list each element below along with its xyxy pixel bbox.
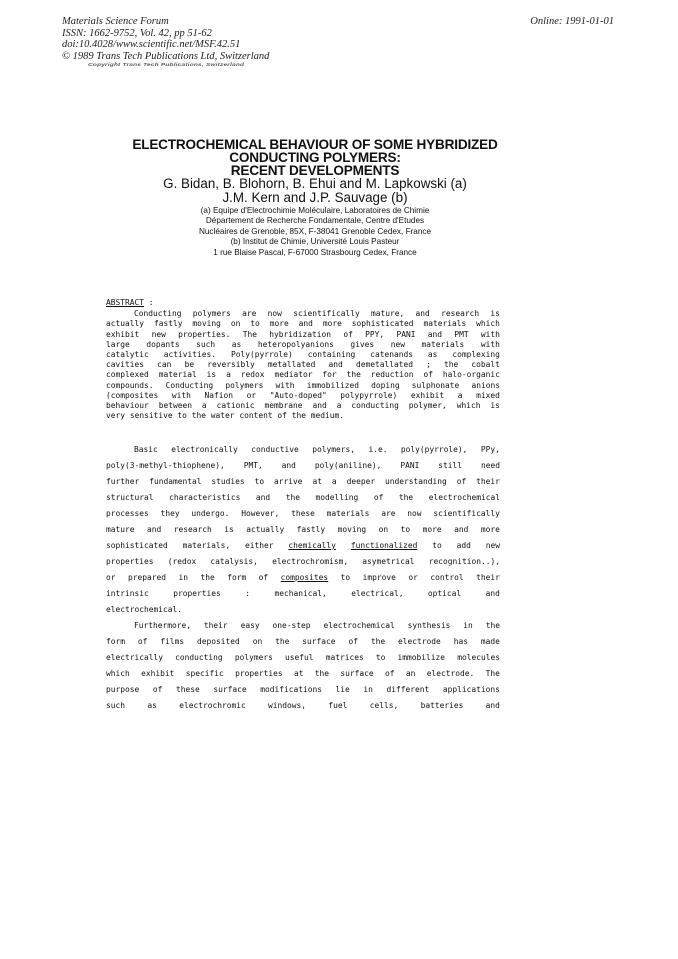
journal-name: Materials Science Forum xyxy=(62,16,169,27)
abstract xyxy=(106,298,500,421)
title-line: RECENT DEVELOPMENTS xyxy=(230,163,400,178)
abstract-heading-colon: : xyxy=(144,298,154,307)
body-lines xyxy=(106,442,500,714)
body-text xyxy=(106,442,500,714)
copyright-line: © 1989 Trans Tech Publications Ltd, Switzerland xyxy=(62,50,270,62)
body-line: structural characteristics and the modelling of the electrochemical xyxy=(106,493,500,502)
body-line: further fundamental studies to arrive at a deeper understanding of their xyxy=(106,477,500,486)
body-line: sophisticated materials, either chemically functionalized to add new xyxy=(106,541,500,550)
journal-metadata xyxy=(62,16,269,62)
authors-line: G. Bidan, B. Blohorn, B. Ehui and M. Lapkowski (a) xyxy=(163,176,467,191)
body-line: such as electrochromic windows, fuel cells, batteries and xyxy=(106,701,500,710)
paper-title xyxy=(60,138,570,177)
doi-line: doi:10.4028/www.scientific.net/MSF.42.51 xyxy=(62,39,241,51)
abstract-line: catalytic activities. Poly(pyrrole) containing catenands as complexing xyxy=(106,350,500,360)
abstract-line: Conducting polymers are now scientifically mature, and research is xyxy=(134,309,500,319)
affiliation-line: Nucléaires de Grenoble, 85X, F-38041 Grenoble Cedex, France xyxy=(198,226,432,236)
affiliation-line: 1 rue Blaise Pascal, F-67000 Strasbourg Cedex, France xyxy=(213,247,417,257)
body-line: processes they undergo. However, these materials are now scientifically xyxy=(106,509,500,518)
affiliation-line: (a) Equipe d'Electrochimie Moléculaire, Laboratoires de Chimie xyxy=(200,206,430,215)
abstract-line: actually fastly moving on to more and more sophisticated materials which xyxy=(106,319,500,329)
title-line: CONDUCTING POLYMERS: xyxy=(229,150,401,165)
abstract-line: (composites with Nafion or "Auto-doped" polypyrrole) exhibit a mixed xyxy=(106,390,500,400)
abstract-line: very sensitive to the water content of the medium. xyxy=(106,411,345,421)
affiliation-line: Département de Recherche Fondamentale, Centre d'Etudes xyxy=(205,216,425,226)
authors-line: J.M. Kern and J.P. Sauvage (b) xyxy=(222,190,408,205)
body-line: intrinsic properties : mechanical, electrical, optical and xyxy=(106,589,500,598)
affiliations xyxy=(60,206,570,258)
abstract-heading xyxy=(106,298,500,308)
body-line: which exhibit specific properties at the surface of an electrode. The xyxy=(106,669,500,678)
body-line: Basic electronically conductive polymers, i.e. poly(pyrrole), PPy, xyxy=(134,445,500,454)
body-line: electrochemical. xyxy=(106,605,183,614)
abstract-heading-label: ABSTRACT xyxy=(106,298,145,307)
body-line: poly(3-methyl-thiophene), PMT, and poly(aniline), PANI still need xyxy=(106,461,500,470)
abstract-line: complexed material is a redox mediator for the reduction of halo-organic xyxy=(106,370,500,380)
body-line: mature and research is actually fastly moving on to more and more xyxy=(106,525,500,534)
issn-line: ISSN: 1662-9752, Vol. 42, pp 51-62 xyxy=(62,27,212,39)
abstract-text xyxy=(106,309,500,421)
body-line: electrically conducting polymers useful matrices to immobilize molecules xyxy=(106,653,500,662)
body-line: Furthermore, their easy one-step electrochemical synthesis in the xyxy=(134,621,500,630)
abstract-line: behaviour between a cationic membrane and a conducting polymer, which is xyxy=(106,401,500,411)
body-line: or prepared in the form of composites to improve or control their xyxy=(106,573,500,582)
online-date: Online: 1991-01-01 xyxy=(530,16,614,27)
abstract-line: large dopants such as heteropolyanions gives new materials with xyxy=(106,339,500,349)
abstract-line: compounds. Conducting polymers with immobilized doping sulphonate anions xyxy=(106,380,500,390)
abstract-line: exhibit new properties. The hybridization of PPY, PANI and PMT with xyxy=(106,329,500,339)
abstract-line: cavities can be reversibly metallated and demetallated ; the cobalt xyxy=(106,360,500,370)
body-line: purpose of these surface modifications lie in different applications xyxy=(106,685,500,694)
affiliation-line: (b) Institut de Chimie, Université Louis Pasteur xyxy=(230,237,400,247)
title-line: ELECTROCHEMICAL BEHAVIOUR OF SOME HYBRIDIZED xyxy=(132,137,498,152)
body-line: properties (redox catalysis, electrochromism, asymetrical recognition..), xyxy=(106,557,500,566)
body-line: form of films deposited on the surface of the electrode has made xyxy=(106,637,500,646)
faded-copyright: Copyright Trans Tech Publications, Switzerland xyxy=(88,62,245,68)
author-list xyxy=(60,177,570,205)
